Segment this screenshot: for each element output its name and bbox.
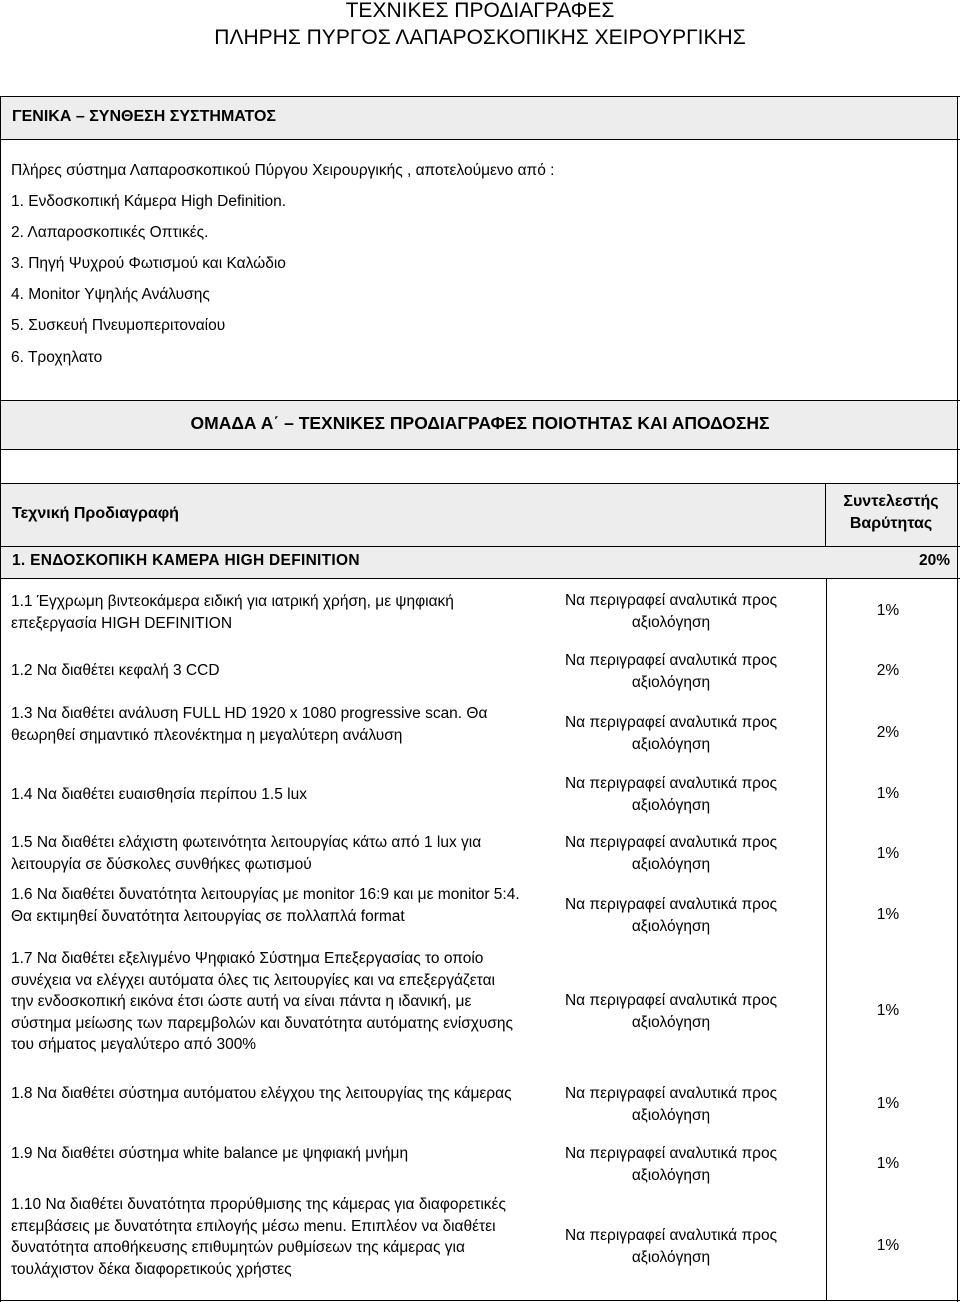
rule (0, 139, 960, 140)
group-title: ΟΜΑΔΑ Α΄ – ΤΕΧΝΙΚΕΣ ΠΡΟΔΙΑΓΡΑΦΕΣ ΠΟΙΟΤΗΤΑΣ ΚΑΙ ΑΠΟΔΟΣΗΣ (190, 413, 770, 433)
weight-value: 1% (876, 845, 900, 862)
weight-value: 1% (876, 1237, 900, 1254)
spec-text: 1.5 Να διαθέτει ελάχιστη φωτεινότητα λειτουργίας κάτω από 1 lux για λειτουργία σε δύσκολες συνθήκες φωτισμού (11, 834, 482, 873)
general-section-title: ΓΕΝΙΚΑ – ΣΥΝΘΕΣΗ ΣΥΣΤΗΜΑΤΟΣ (12, 108, 277, 125)
weight-value: 1% (876, 906, 900, 923)
document-subtitle: ΠΛΗΡΗΣ ΠΥΡΓΟΣ ΛΑΠΑΡΟΣΚΟΠΙΚΗΣ ΧΕΙΡΟΥΡΓΙΚΗΣ (214, 26, 746, 49)
spec-text: 1.9 Να διαθέτει σύστημα white balance με ψηφιακή μνήμη (11, 1145, 409, 1162)
evaluation-note: Να περιγραφεί αναλυτικά προς αξιολόγηση (564, 1145, 778, 1184)
list-item: 5. Συσκευή Πνευμοπεριτοναίου (11, 317, 226, 335)
column-divider (826, 578, 827, 1300)
spec-text: 1.10 Να διαθέτει δυνατότητα προρύθμισης της κάμερας για διαφορετικές επεμβάσεις με δυνατότητα επιλογής μέσω menu. Επιπλέον να διαθέτει δυνατότητα αποθήκευσης επιθυμητών ρυθμίσεων της κάμερας για τουλάχιστον δέκα διαφορετικούς χρήστες (11, 1196, 506, 1278)
spec-text: 1.7 Να διαθέτει εξελιγμένο Ψηφιακό Σύστημα Επεξεργασίας το οποίο συνέχεια να ελέγχει αυτόματα όλες τις λειτουργίες και να επεξεργάζεται την ενδοσκοπική εικόνα έτσι ώστε αυτή να είναι πάντα η ιδανική, με σύστημα μείωσης των παρεμβολών και δυνατότητα αυτόματης ενίσχυσης του σήματος μεγαλύτερο από 300% (11, 950, 514, 1053)
evaluation-note: Να περιγραφεί αναλυτικά προς αξιολόγηση (564, 834, 778, 873)
rule (0, 578, 960, 579)
spec-text: 1.8 Να διαθέτει σύστημα αυτόματου ελέγχου της λειτουργίας της κάμερας (11, 1085, 512, 1102)
evaluation-note: Να περιγραφεί αναλυτικά προς αξιολόγηση (564, 1085, 778, 1124)
list-item: 2. Λαπαροσκοπικές Οπτικές. (11, 224, 209, 242)
spec-text: 1.2 Να διαθέτει κεφαλή 3 CCD (11, 662, 220, 679)
general-intro: Πλήρες σύστημα Λαπαροσκοπικού Πύργου Χειρουργικής , αποτελούμενο από : (11, 162, 555, 179)
evaluation-note: Να περιγραφεί αναλυτικά προς αξιολόγηση (564, 714, 778, 753)
spec-text: 1.3 Να διαθέτει ανάλυση FULL HD 1920 x 1080 progressive scan. Θα θεωρηθεί σημαντικό πλεονέκτημα η μεγαλύτερη ανάλυση (11, 705, 488, 744)
weight-value: 1% (876, 1095, 900, 1112)
column-header-spec: Τεχνική Προδιαγραφή (12, 505, 179, 522)
document-title: ΤΕΧΝΙΚΕΣ ΠΡΟΔΙΑΓΡΑΦΕΣ (345, 0, 615, 22)
list-item: 4. Monitor Υψηλής Ανάλυσης (11, 286, 210, 304)
column-header-weight: Συντελεστής Βαρύτητας (843, 493, 939, 532)
section-weight: 20% (918, 552, 950, 569)
spec-text: 1.1 Έγχρωμη βιντεοκάμερα ειδική για ιατρική χρήση, με ψηφιακή επεξεργασία HIGH DEFINITION (11, 593, 454, 632)
weight-value: 2% (876, 724, 900, 741)
evaluation-note: Να περιγραφεί αναλυτικά προς αξιολόγηση (564, 775, 778, 814)
rule (0, 483, 960, 484)
rule (0, 449, 960, 450)
rule (0, 546, 960, 547)
evaluation-note: Να περιγραφεί αναλυτικά προς αξιολόγηση (564, 1227, 778, 1266)
section-title: 1. ΕΝΔΟΣΚΟΠΙΚΗ ΚΑΜΕΡΑ HIGH DEFINITION (12, 552, 360, 569)
evaluation-note: Να περιγραφεί αναλυτικά προς αξιολόγηση (564, 652, 778, 691)
list-item: 1. Ενδοσκοπική Κάμερα High Definition. (11, 193, 287, 211)
spec-text: 1.6 Να διαθέτει δυνατότητα λειτουργίας με monitor 16:9 και με monitor 5:4. Θα εκτιμηθεί δυνατότητα λειτουργίας σε πολλαπλά format (11, 886, 520, 925)
evaluation-note: Να περιγραφεί αναλυτικά προς αξιολόγηση (564, 992, 778, 1031)
evaluation-note: Να περιγραφεί αναλυτικά προς αξιολόγηση (564, 592, 778, 631)
spec-text: 1.4 Να διαθέτει ευαισθησία περίπου 1.5 lux (11, 786, 307, 803)
weight-value: 1% (876, 1002, 900, 1019)
weight-value: 1% (876, 1155, 900, 1172)
rule (0, 400, 960, 401)
weight-value: 1% (876, 785, 900, 802)
rule (0, 96, 960, 97)
list-item: 3. Πηγή Ψυχρού Φωτισμού και Καλώδιο (11, 255, 286, 273)
list-item: 6. Τροχηλατο (11, 348, 103, 366)
weight-value: 2% (876, 662, 900, 679)
evaluation-note: Να περιγραφεί αναλυτικά προς αξιολόγηση (564, 896, 778, 935)
general-intro-list (11, 155, 554, 373)
weight-value: 1% (876, 602, 900, 619)
